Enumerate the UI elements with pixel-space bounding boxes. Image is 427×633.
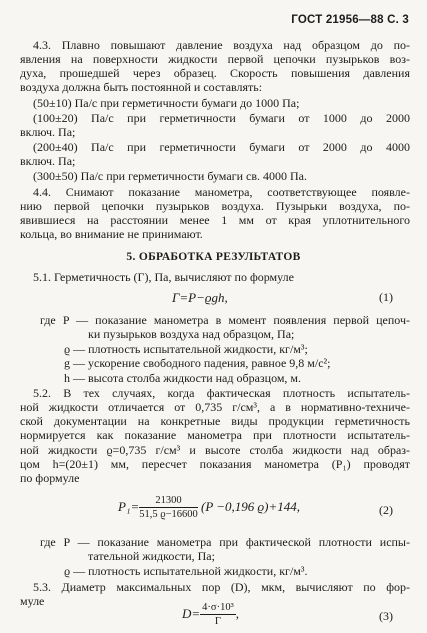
where-item: h — высота столба жидкости над образцом, м. <box>64 371 302 385</box>
formula-3-number: (3) <box>379 609 393 623</box>
page-header: ГОСТ 21956—88 С. 3 <box>291 14 409 26</box>
paragraph-4-4-line: 4.4. Снимают показание манометра, соответствующее появле- <box>33 185 410 199</box>
paragraph-4-4-line: нию первой цепочки пузырьков воздуха. Пузырьки воздуха, по- <box>20 199 410 213</box>
formula-2-number: (2) <box>379 503 393 517</box>
formula-3-fraction <box>200 602 236 628</box>
paragraph-5-2-line: по формуле <box>20 471 80 485</box>
paragraph-5-1: 5.1. Герметичность (Г), Па, вычисляют по формуле <box>33 270 294 284</box>
formula-2-denominator: 51,5 ϱ−16600 <box>139 509 198 520</box>
formula-2 <box>118 495 300 521</box>
formula-3 <box>182 602 239 628</box>
paragraph-5-2-line: ной жидкости ϱ=0,735 г/см³ и высоте столба жидкости над образ- <box>20 443 410 457</box>
formula-3-denominator: Г <box>214 616 221 627</box>
formula-2-lhs: P₁= <box>118 498 140 514</box>
formula-2-fraction <box>139 495 198 521</box>
where-item: ки пузырьков воздуха над образцом, Па; <box>88 327 295 341</box>
formula-2-numerator: 21300 <box>139 495 198 508</box>
paragraph-5-2-line: 5.2. В тех случаях, когда фактическая плотность испытатель- <box>33 386 410 400</box>
where-item: тательной жидкости, Па; <box>88 549 215 563</box>
paragraph-5-2-line: ной жидкости отличается от 0,735 г/см³, а в нормативно-техниче- <box>20 400 410 414</box>
formula-3-tail: , <box>235 605 239 621</box>
paragraph-5-2-line: нормируется как показание манометра при плотности испытатель- <box>20 428 410 442</box>
formula-2-rhs: (P −0,196 ϱ)+144, <box>201 498 301 514</box>
where-item: g — ускорение свободного падения, равное 9,8 м/с²; <box>64 356 331 370</box>
where-item: ϱ — плотность испытательной жидкости, кг/м³; <box>64 342 308 356</box>
paragraph-4-3-line: духа, прошедшей через образец. Скорость повышения давления <box>20 66 410 80</box>
rate-item: включ. Па; <box>20 125 76 139</box>
formula-3-numerator: 4·σ·10³ <box>202 602 234 613</box>
rate-item: (50±10) Па/с при герметичности бумаги до 1000 Па; <box>33 96 300 110</box>
paragraph-4-4-line: явившиеся на расстоянии менее 1 мм от края уплотнительного <box>20 213 410 227</box>
where-item: ϱ — плотность испытательной жидкости, кг/м³. <box>64 564 308 578</box>
rate-item: (300±50) Па/с при герметичности бумаги св. 4000 Па. <box>33 169 307 183</box>
paragraph-4-4-line: кольца, во внимание не принимают. <box>20 227 203 241</box>
paragraph-4-3-line: 4.3. Плавно повышают давление воздуха над образцом до по- <box>33 38 410 52</box>
paragraph-5-3-line: 5.3. Диаметр максимальных пор (D), мкм, вычисляют по фор- <box>33 580 410 594</box>
rate-item: (200±40) Па/с при герметичности бумаги от 2000 до 4000 <box>33 140 410 154</box>
formula-1-number: (1) <box>379 290 393 304</box>
where-item: где P — показание манометра при фактической плотности испы- <box>40 535 410 549</box>
paragraph-4-3-line: явления на поверхности жидкости первой цепочки пузырьков воз- <box>20 52 410 66</box>
section-heading: 5. ОБРАБОТКА РЕЗУЛЬТАТОВ <box>126 251 301 263</box>
formula-3-lhs: D= <box>182 605 201 621</box>
rate-item: (100±20) Па/с при герметичности бумаги от 1000 до 2000 <box>33 111 410 125</box>
paragraph-5-2-line: ской документации на конкретные виды продукции герметичность <box>20 414 410 428</box>
where-item: где P — показание манометра в момент появления первой цепоч- <box>40 313 410 327</box>
rate-item: включ. Па; <box>20 154 76 168</box>
paragraph-5-2-line: цом h=(20±1) мм, пересчет показания манометра (P₁) проводят <box>20 457 410 471</box>
paragraph-4-3-line: воздуха должна быть постоянной и составлять: <box>20 80 263 94</box>
formula-1: Г=P−ϱgh, <box>172 290 228 305</box>
paragraph-5-3-line: муле <box>20 594 45 608</box>
